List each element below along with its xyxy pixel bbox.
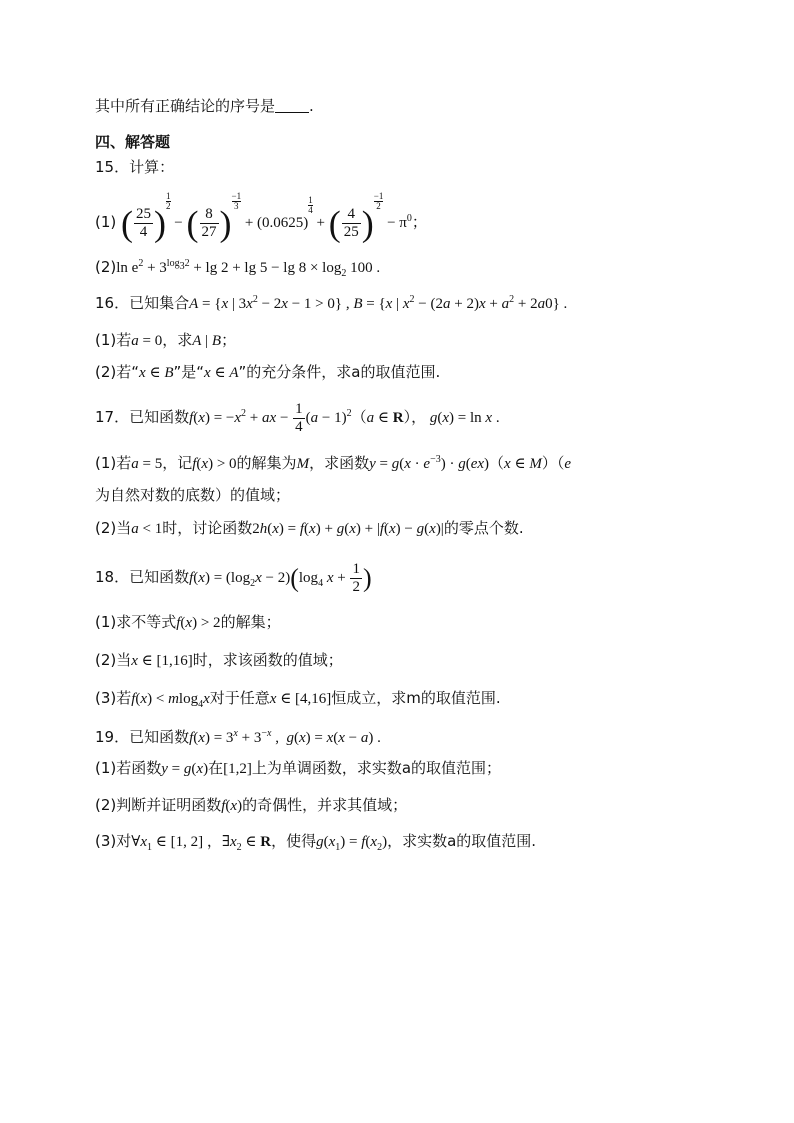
q15-stem [95,157,174,177]
q17-p1-c: ，求函数 [309,454,370,472]
q17-p2-a: 时，讨论函数 [162,519,253,537]
q17-p1-dom: x ∈ M [504,456,542,472]
q19-part2 [95,795,407,816]
q16-p2-text: ”的充分条件，求a的取值范围. [238,363,441,381]
q19-p2-label: (2)判断并证明函数 [95,796,222,814]
intro-text: 其中所有正确结论的序号是 [95,97,276,115]
q19-part3 [95,831,536,858]
q16-stem [95,290,567,314]
answer-blank [275,98,309,113]
section-title: 四、解答题 [95,133,171,151]
q17-p2-label: (2)当 [95,519,132,537]
q19-p1-c: 上为单调函数，求实数a的取值范围； [251,759,502,777]
q18-p3-c: 恒成立，求m的取值范围. [331,689,501,707]
q18-p3-b: 对于任意 [209,689,270,707]
q15-number: 15． [95,158,130,176]
q19-number: 19． [95,728,130,746]
q16-p1-text: ，求 [162,331,193,349]
q19-p1-label: (1)若函数 [95,759,162,777]
q17-number: 17． [95,408,130,426]
q17-p1-e: ）（ [541,454,565,472]
q18-p3-label: (3)若 [95,689,132,707]
q18-part3 [95,688,501,715]
q19-p2-func: f(x) [221,798,243,814]
q16-number: 16． [95,294,130,312]
q19-p3-c: ，求实数a的取值范围. [387,832,537,850]
q15-part2 [95,254,380,284]
q17-p1-cond: a = 5 [131,456,163,472]
q17-p1-ineq: f(x) > 0 [192,456,237,472]
q19-p3-eq: $g(x_1) = f(x_2)$ [316,834,388,853]
q19-p2-b: 的奇偶性，并求其值域； [242,796,408,814]
q19-p1-func: y = g(x) [161,761,209,777]
q19-p1-interval: [1,2] [223,761,252,777]
q19-part1 [95,758,501,779]
q16-p2-cond2: x ∈ A [204,365,239,381]
q16-p1-label: (1)若 [95,331,132,349]
q15-p2-formula: $\ln e^2 + 3^{log_32} + \lg 2 + \lg 5 - \lg 8 \times \log_2 100$ . [116,258,381,279]
q15-part1 [95,192,427,243]
q18-part2 [95,650,343,671]
q17-p1-b: 的解集为 [236,454,297,472]
q18-stem-formula: $f(x) = (\log_2x - 2)(\log_4$ x + $\frac{1}{2}$ ) [189,561,372,596]
q18-part1 [95,612,281,633]
intro-line [95,96,314,116]
q18-p3-ineq: f(x) < mlog$_4$x [131,691,210,710]
q18-stem-text: 已知函数 [129,568,190,586]
q16-p1-cond: a = 0 [131,333,163,349]
q18-p2-label: (2)当 [95,651,132,669]
q17-part1-cont: 为自然对数的底数）的值域； [95,486,291,504]
q17-p1-e-symbol: e [564,456,572,472]
q19-stem [95,724,381,748]
q17-p2-func: 2h(x) = f(x) + g(x) + |f(x) − g(x)| [252,521,444,537]
q17-stem [95,396,500,436]
q16-part2 [95,362,440,383]
q17-p2-b: 的零点个数. [443,519,524,537]
q19-p1-b: 在 [208,759,224,777]
q19-stem-formula: $f(x) = 3^x + 3^{-x}$ , g(x) = x(x − a) . [189,728,381,746]
q18-p1-ineq: f(x) > 2 [176,615,221,631]
q16-p1-expr: A | B [192,333,222,349]
q17-p1-d: （ [489,454,505,472]
q17-p1-M: M [296,456,310,472]
q17-p2-cond: a < 1 [131,521,163,537]
q15-p1-label: (1) [95,213,117,231]
q17-p1-label: (1)若 [95,454,132,472]
q19-p3-quant: $\forall x_1$ ∈ [1, 2] ，$\exists x_2$ ∈ R [131,834,272,853]
q18-number: 18． [95,568,130,586]
q17-stem-text: 已知函数 [129,408,190,426]
q16-sets-formula: A = {x | $3x^2 - 2x - 1 > 0$} , B = {x | $x^2 - (2a + 2)x + a^2 + 2a0$} . [189,294,568,312]
q17-part2 [95,518,524,539]
q18-p3-dom: x ∈ [4,16] [269,691,332,707]
q17-part1 [95,450,571,474]
q18-stem [95,560,372,601]
q19-p3-label: (3)对 [95,832,132,850]
intro-end: . [309,97,314,115]
q16-part1: (1)若a = 0，求A | B； [95,331,237,349]
q16-p2-mid: ”是“ [173,363,205,381]
q17-p1-a: ，记 [162,454,193,472]
q19-stem-text: 已知函数 [129,728,190,746]
q18-p2-dom: x ∈ [1,16] [131,653,193,669]
q17-p1-func: $y = g(x \cdot e^{-3}) \cdot g(ex)$ [369,454,490,472]
q17-stem-formula: $f(x) = -x^2$ + ax − $\frac{1}{4}$ $(a - 1)^2(a$ ∈ R）， g(x) = ln x . [189,401,500,436]
q18-p1-label: (1)求不等式 [95,613,177,631]
q16-p2-label: (2)若“ [95,363,140,381]
q16-p2-cond1: x ∈ B [139,365,174,381]
q16-stem-text: 已知集合 [129,294,190,312]
q18-p1-b: 的解集； [220,613,281,631]
q18-p2-b: 时，求该函数的值域； [192,651,343,669]
q15-p2-label: (2) [95,258,117,276]
q15-p1-formula: ( $\frac{25}{4}$ ) $\frac{1}{2}$ − ( $\frac{8}{27}$ ) $\frac{-1}{3}$ + (0.0625) $\frac{1}{4}$ + ( $\frac{4}{25}$ ) $\frac{-1}{2}$ − $\pi^0$； [121,191,427,244]
q15-stem-text: 计算： [129,158,175,176]
q19-p3-b: ，使得 [271,832,317,850]
